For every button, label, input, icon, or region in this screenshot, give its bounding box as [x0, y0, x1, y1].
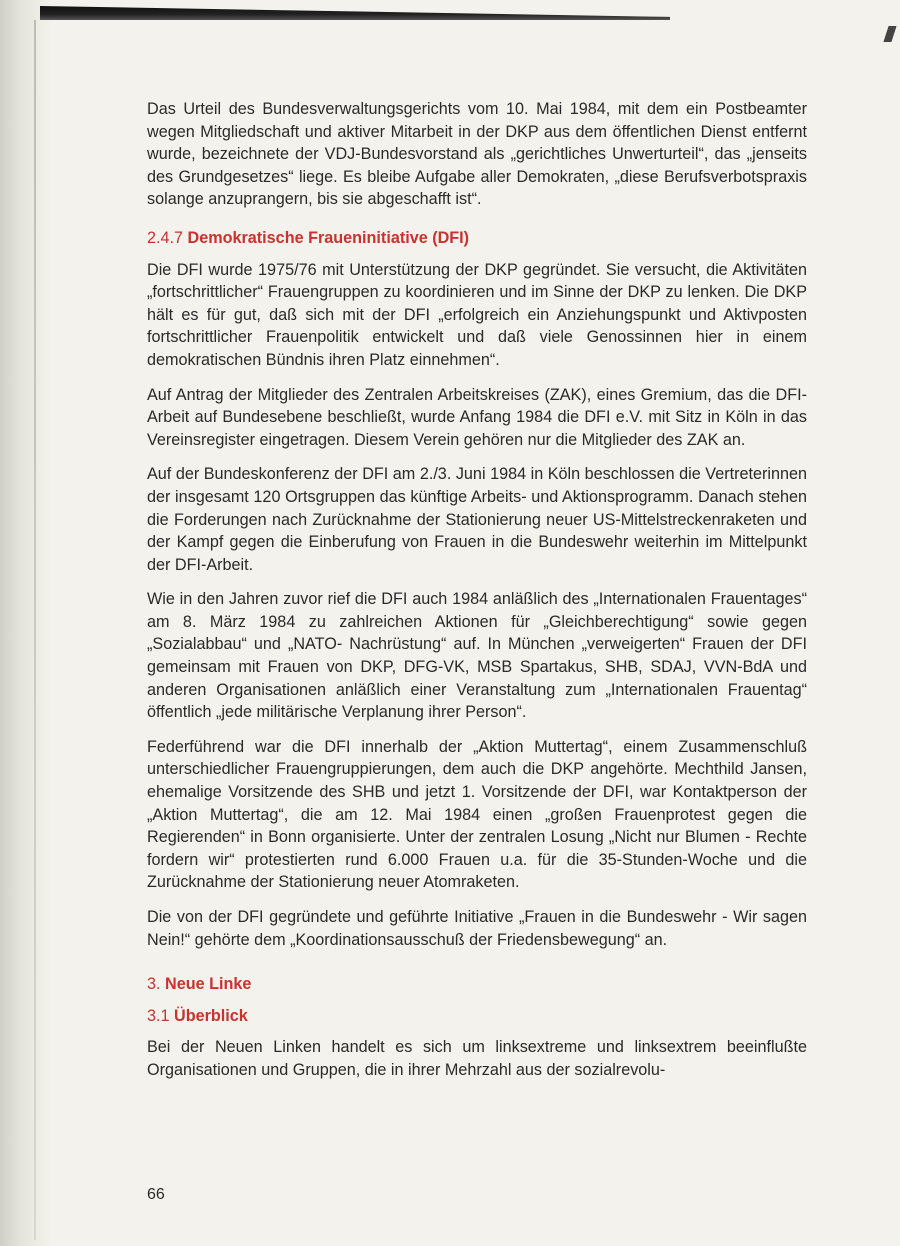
section-heading-2-4-7 [147, 227, 807, 250]
section-title: Neue Linke [165, 975, 252, 994]
section-number: 2.4.7 [147, 228, 184, 247]
section-title: Demokratische Fraueninitiative (DFI) [187, 228, 470, 247]
intro-paragraph: Das Urteil des Bundesverwaltungsgerichts vom 10. Mai 1984, mit dem ein Postbeamter wegen Mitgliedschaft und aktiver Mitarbeit in der DKP aus dem öffentlichen Dienst entfernt wurde, bezeichnete der VDJ-Bundesvorstand als „gerichtliches Unwerturteil“, das „jenseits des Grundgesetzes“ liege. Es bleibe Aufgabe aller Demokraten, „diese Berufsverbotspraxis solange anzuprangern, bis sie abgeschafft ist“. [147, 100, 807, 209]
binding-line [34, 20, 36, 1240]
paragraph: Wie in den Jahren zuvor rief die DFI auch 1984 anläßlich des „Internationalen Frauentages“ am 8. März 1984 zu zahlreichen Aktionen für „Gleichberechtigung“ sowie gegen „Sozialabbau“ und „NATO- Nachrüstung“ auf. In München „verweigerten“ Frauen der DFI gemeinsam mit Frauen von DKP, DFG-VK, MSB Spartakus, SHB, SDAJ, VVN-BdA und anderen Organisationen anläßlich einer Veranstaltung zum „Internationalen Frauentag“ öffentlich „jede militärische Verplanung ihrer Person“. [147, 590, 807, 722]
corner-mark [883, 26, 896, 42]
section-number: 3. [147, 975, 161, 994]
section-title: Überblick [174, 1006, 248, 1025]
paragraph: Die DFI wurde 1975/76 mit Unterstützung der DKP gegründet. Sie versucht, die Aktivitäten „fortschrittlicher“ Frauengruppen zu koordinieren und im Sinne der DKP zu lenken. Die DKP hält es für gut, daß sich mit der DFI „erfolgreich ein Anziehungspunkt und Aktivposten fortschrittlicher Frauenpolitik entwickelt und daß viele Genossinnen hier in einem demokratischen Bündnis ihren Platz einnehmen“. [147, 260, 807, 369]
section-heading-3-1 [147, 1005, 807, 1028]
page-number: 66 [147, 1186, 165, 1203]
page-body [147, 98, 807, 1094]
page-gutter-shadow [0, 0, 52, 1246]
paragraph: Bei der Neuen Linken handelt es sich um linksextreme und linksextrem beeinflußte Organisationen und Gruppen, die in ihrer Mehrzahl aus der sozialrevolu- [147, 1038, 807, 1079]
paragraph: Die von der DFI gegründete und geführte Initiative „Frauen in die Bundeswehr - Wir sagen Nein!“ gehörte dem „Koordinationsausschuß der Friedensbewegung“ an. [147, 908, 807, 949]
paragraph: Federführend war die DFI innerhalb der „Aktion Muttertag“, einem Zusammenschluß unterschiedlicher Frauengruppierungen, dem auch die DKP angehörte. Mechthild Jansen, ehemalige Vorsitzende des SHB und jetzt 1. Vorsitzende der DFI, war Kontaktperson der „Aktion Muttertag“, die am 12. Mai 1984 einen „großen Frauenprotest gegen die Regierenden“ in Bonn organisierte. Unter der zentralen Losung „Nicht nur Blumen - Rechte fordern wir“ protestierten rund 6.000 Frauen u.a. für die 35-Stunden-Woche und die Zurücknahme der Stationierung neuer Atomraketen. [147, 737, 807, 892]
paragraph: Auf Antrag der Mitglieder des Zentralen Arbeitskreises (ZAK), eines Gremium, das die DFI-Arbeit auf Bundesebene beschließt, wurde Anfang 1984 die DFI e.V. mit Sitz in Köln in das Vereinsregister eingetragen. Diesem Verein gehören nur die Mitglieder des ZAK an. [147, 385, 807, 449]
section-number: 3.1 [147, 1006, 170, 1025]
top-rule [40, 6, 670, 20]
section-heading-3 [147, 973, 807, 996]
paragraph: Auf der Bundeskonferenz der DFI am 2./3. Juni 1984 in Köln beschlossen die Vertreterinnen der insgesamt 120 Ortsgruppen das künftige Arbeits- und Aktionsprogramm. Danach stehen die Forderungen nach Zurücknahme der Stationierung neuer US-Mittelstreckenraketen und der Kampf gegen die Einberufung von Frauen in die Bundeswehr weiterhin im Mittelpunkt der DFI-Arbeit. [147, 465, 807, 574]
